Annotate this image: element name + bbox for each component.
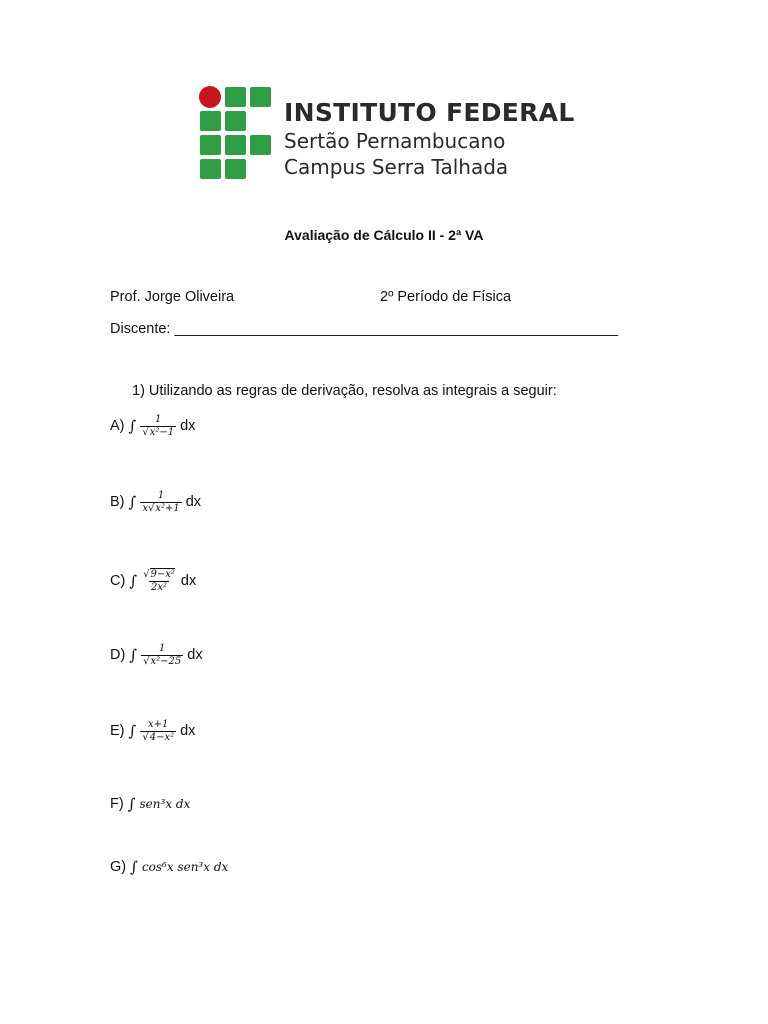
logo-campus: Campus Serra Talhada	[284, 155, 509, 179]
logo-title: INSTITUTO FEDERAL	[284, 98, 575, 127]
item-label: G)	[110, 859, 127, 875]
integral-item-b	[110, 490, 201, 514]
radicand: x²−25	[150, 655, 182, 667]
differential: dx	[180, 418, 196, 434]
differential: dx	[180, 573, 197, 589]
radicand: x²+1	[155, 502, 180, 514]
numerator: 1	[155, 414, 162, 425]
radicand: x²−1	[149, 426, 175, 438]
logo-grid-icon	[199, 86, 271, 180]
numerator: x+1	[148, 719, 169, 730]
item-label: D)	[110, 647, 126, 663]
fraction: $\frac{x+1}{\text{√4−x²}}$	[142, 719, 175, 743]
professor-name: Prof. Jorge Oliveira	[110, 289, 235, 305]
integral-sign: ∫	[128, 493, 137, 511]
integrand-expression: cos⁶x sen³x dx	[141, 860, 229, 874]
item-label: F)	[110, 796, 124, 812]
integral-item-e	[110, 719, 195, 743]
logo-subtitle: Sertão Pernambucano	[284, 129, 506, 153]
course-period: 2º Período de Física	[380, 289, 512, 305]
numerator: 1	[157, 490, 165, 501]
fraction: $\frac{1}{\text{√x²−1}}$	[142, 414, 175, 438]
integral-sign: ∫	[127, 795, 136, 813]
radicand: 9−x²	[150, 569, 175, 580]
question-statement: 1) Utilizando as regras de derivação, resolva as integrais a seguir:	[132, 383, 557, 399]
item-label: B)	[110, 494, 125, 510]
fraction: $\frac{1}{\text{x√x²+1}}$	[142, 490, 180, 514]
differential: dx	[187, 647, 203, 663]
item-label: C)	[110, 573, 126, 589]
differential: dx	[180, 723, 196, 739]
item-label: E)	[110, 723, 125, 739]
document-title: Avaliação de Cálculo II - 2ª VA	[284, 227, 484, 243]
integral-sign: ∫	[128, 417, 137, 435]
institute-logo	[199, 86, 579, 182]
integral-sign: ∫	[130, 858, 138, 876]
integral-item-a	[110, 414, 195, 438]
denominator-prefix: x	[142, 502, 148, 514]
radicand: 4−x²	[149, 731, 175, 743]
integral-sign: ∫	[129, 646, 138, 664]
denominator: 2x²	[151, 581, 168, 593]
numerator: 1	[159, 643, 166, 654]
student-name-field: Discente: _______________________________________________________	[110, 321, 619, 337]
integral-item-d	[110, 643, 203, 667]
integral-item-g	[110, 858, 228, 876]
fraction: $\frac{\text{√9−x²}}{\text{2x²}}$	[143, 569, 175, 593]
integral-item-f	[110, 795, 190, 813]
integral-sign: ∫	[129, 572, 138, 590]
integral-sign: ∫	[128, 722, 137, 740]
integrand-expression: sen³x dx	[139, 797, 191, 811]
differential: dx	[185, 494, 202, 510]
integral-item-c	[110, 569, 196, 593]
fraction: $\frac{1}{\text{√x²−25}}$	[143, 643, 182, 667]
item-label: A)	[110, 418, 125, 434]
